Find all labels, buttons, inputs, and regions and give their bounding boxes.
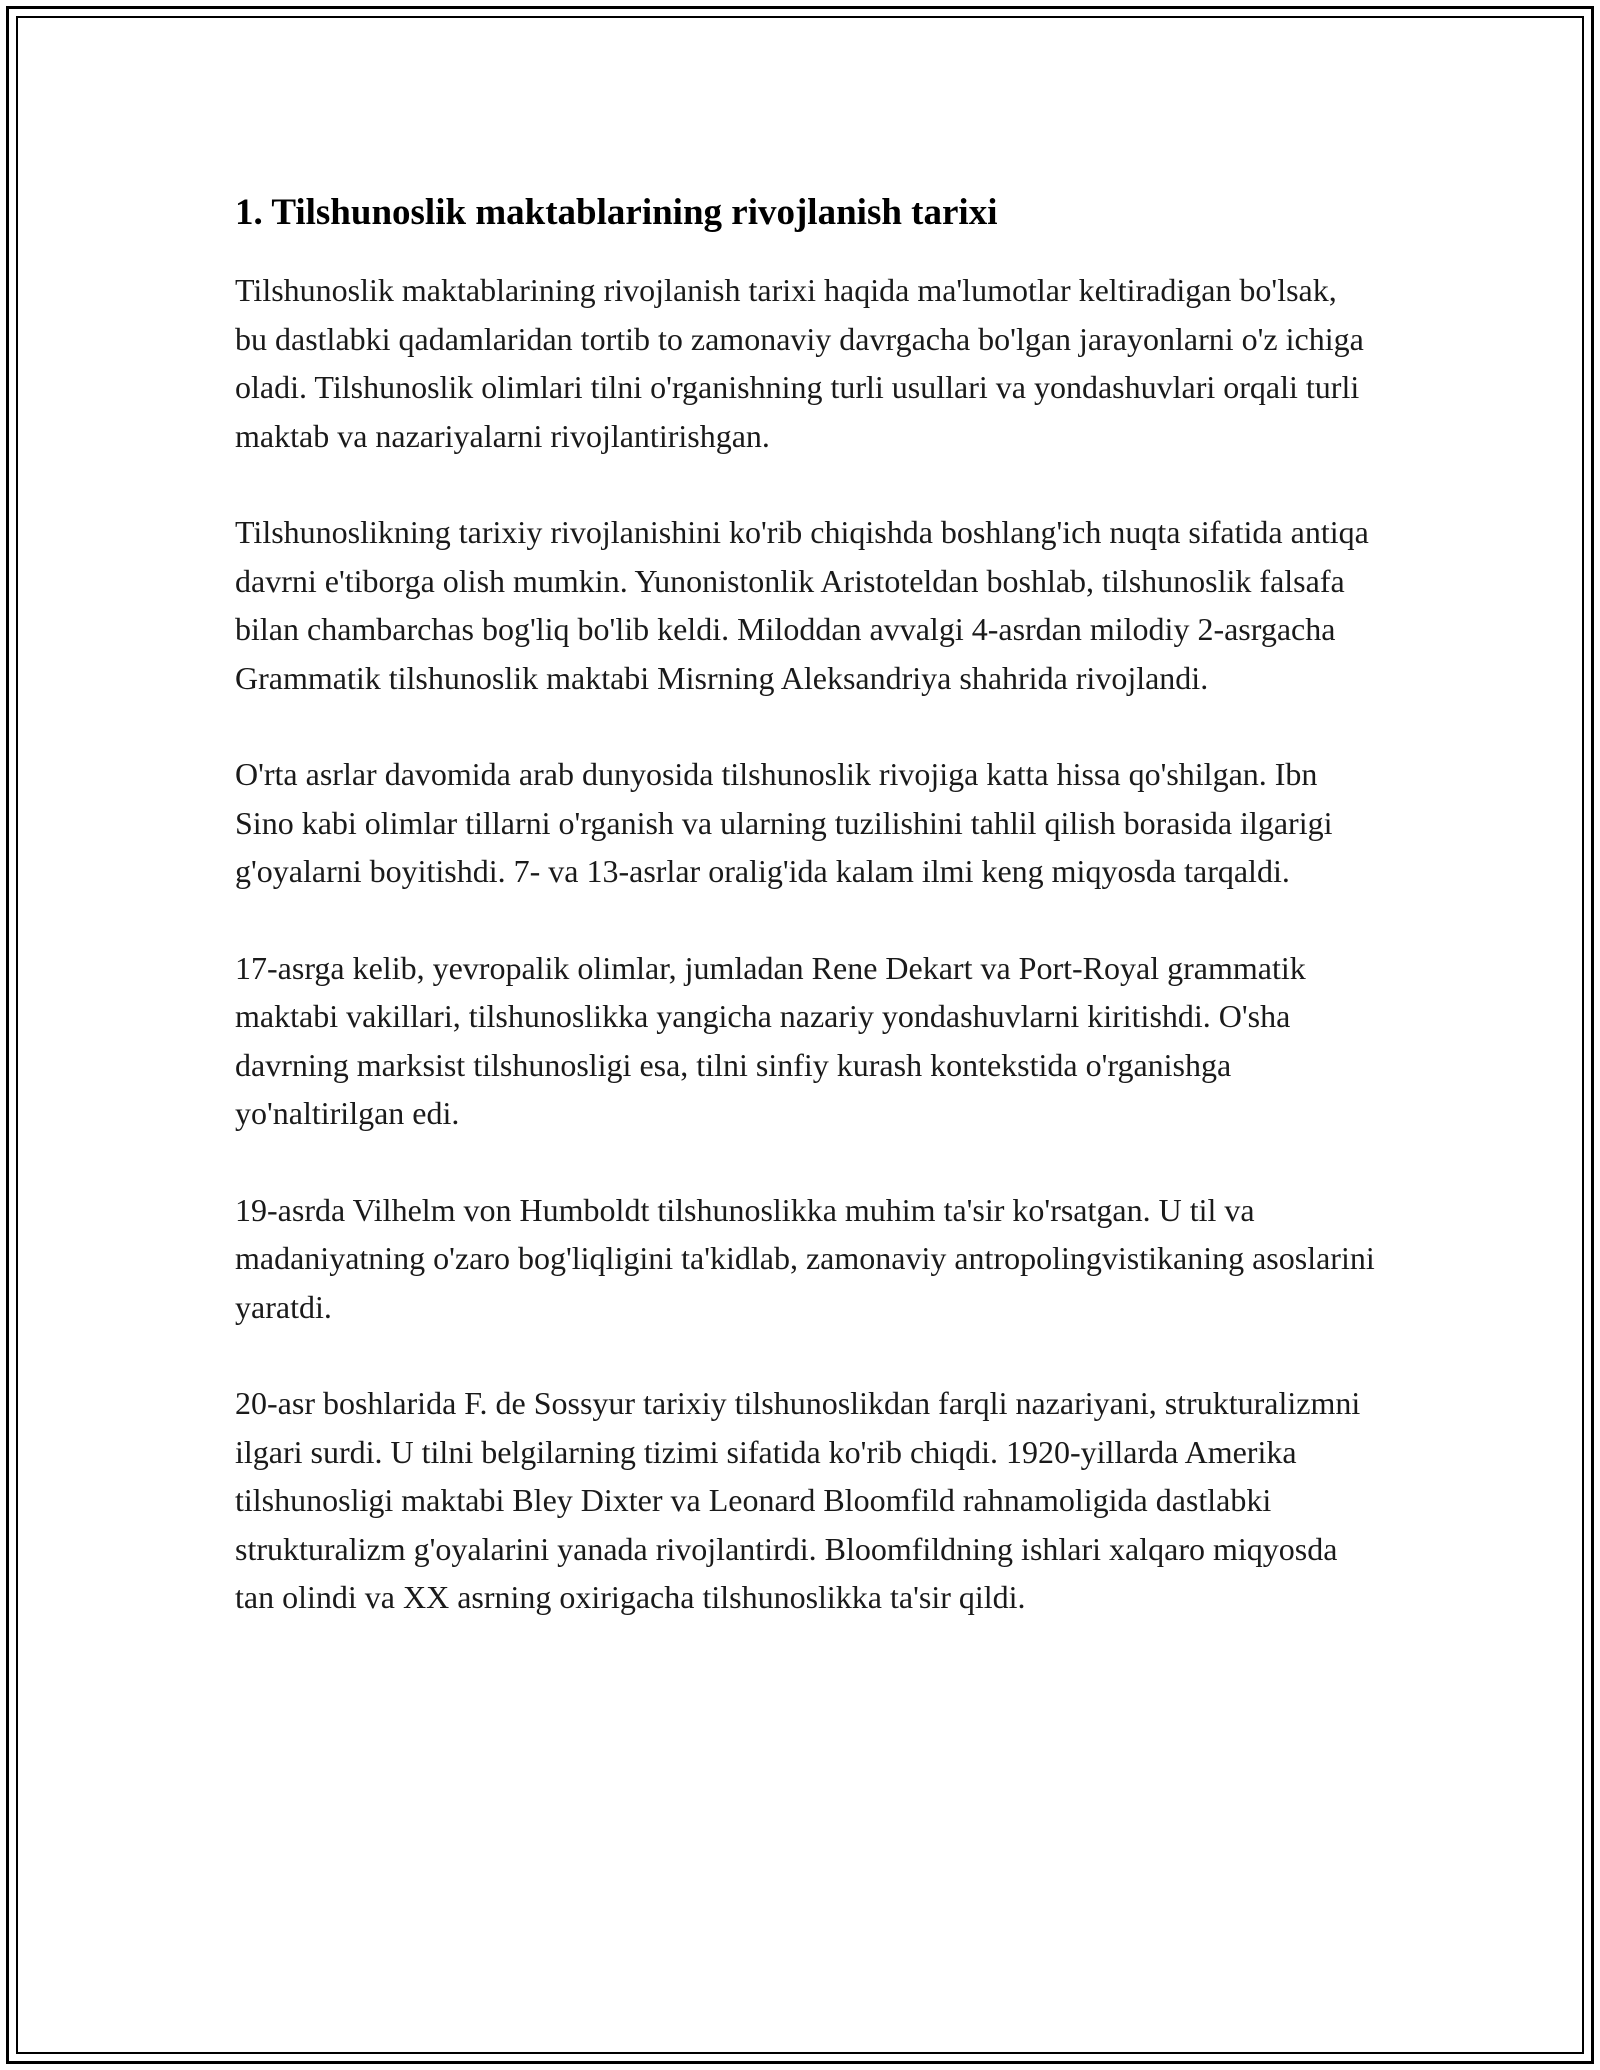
paragraph-20th-century: 20-asr boshlarida F. de Sossyur tarixiy tilshunoslikdan farqli nazariyani, strukturalizmni ilgari surdi. U tilni belgilarning tizimi sifatida ko'rib chiqdi. 1920-yillarda Amerika tilshunosligi maktabi Bley Dixter va Leonard Bloomfild rahnamoligida dastlabki strukturalizm g'oyalarini yanada rivojlantirdi. Bloomfildning ishlari xalqaro miqyosda tan olindi va XX asrning oxirigacha tilshunoslikka ta'sir qildi. — [235, 1385, 1361, 1615]
section-heading: 1. Tilshunoslik maktablarining rivojlanish tarixi — [235, 192, 998, 233]
document-body — [235, 188, 1375, 1670]
paragraph-middle-ages: O'rta asrlar davomida arab dunyosida tilshunoslik rivojiga katta hissa qo'shilgan. Ibn Sino kabi olimlar tillarni o'rganish va ularning tuzilishini tahlil qilish borasida ilgarigi g'oyalarni boyitishdi. 7- va 13-asrlar oralig'ida kalam ilmi keng miqyosda tarqaldi. — [235, 756, 1333, 889]
paragraph-antiquity: Tilshunoslikning tarixiy rivojlanishini ko'rib chiqishda boshlang'ich nuqta sifatida antiqa davrni e'tiborga olish mumkin. Yunonistonlik Aristoteldan boshlab, tilshunoslik falsafa bilan chambarchas bog'liq bo'lib keldi. Miloddan avvalgi 4-asrdan milodiy 2-asrgacha Grammatik tilshunoslik maktabi Misrning Aleksandriya shahrida rivojlandi. — [235, 514, 1369, 696]
paragraph-19th-century: 19-asrda Vilhelm von Humboldt tilshunoslikka muhim ta'sir ko'rsatgan. U til va madaniyatning o'zaro bog'liqligini ta'kidlab, zamonaviy antropolingvistikaning asoslarini yaratdi. — [235, 1191, 1375, 1325]
paragraph-17th-century: 17-asrga kelib, yevropalik olimlar, jumladan Rene Dekart va Port-Royal grammatik maktabi vakillari, tilshunoslikka yangicha nazariy yondashuvlarni kiritishdi. O'sha davrning marksist tilshunosligi esa, tilni sinfiy kurash kontekstida o'rganishga yo'naltirilgan edi. — [235, 949, 1306, 1131]
paragraph-intro: Tilshunoslik maktablarining rivojlanish tarixi haqida ma'lumotlar keltiradigan bo'lsak, bu dastlabki qadamlaridan tortib to zamonaviy davrgacha bo'lgan jarayonlarni o'z ichiga oladi. Tilshunoslik olimlari tilni o'rganishning turli usullari va yondashuvlari orqali turli maktab va nazariyalarni rivojlantirishgan. — [235, 272, 1364, 454]
